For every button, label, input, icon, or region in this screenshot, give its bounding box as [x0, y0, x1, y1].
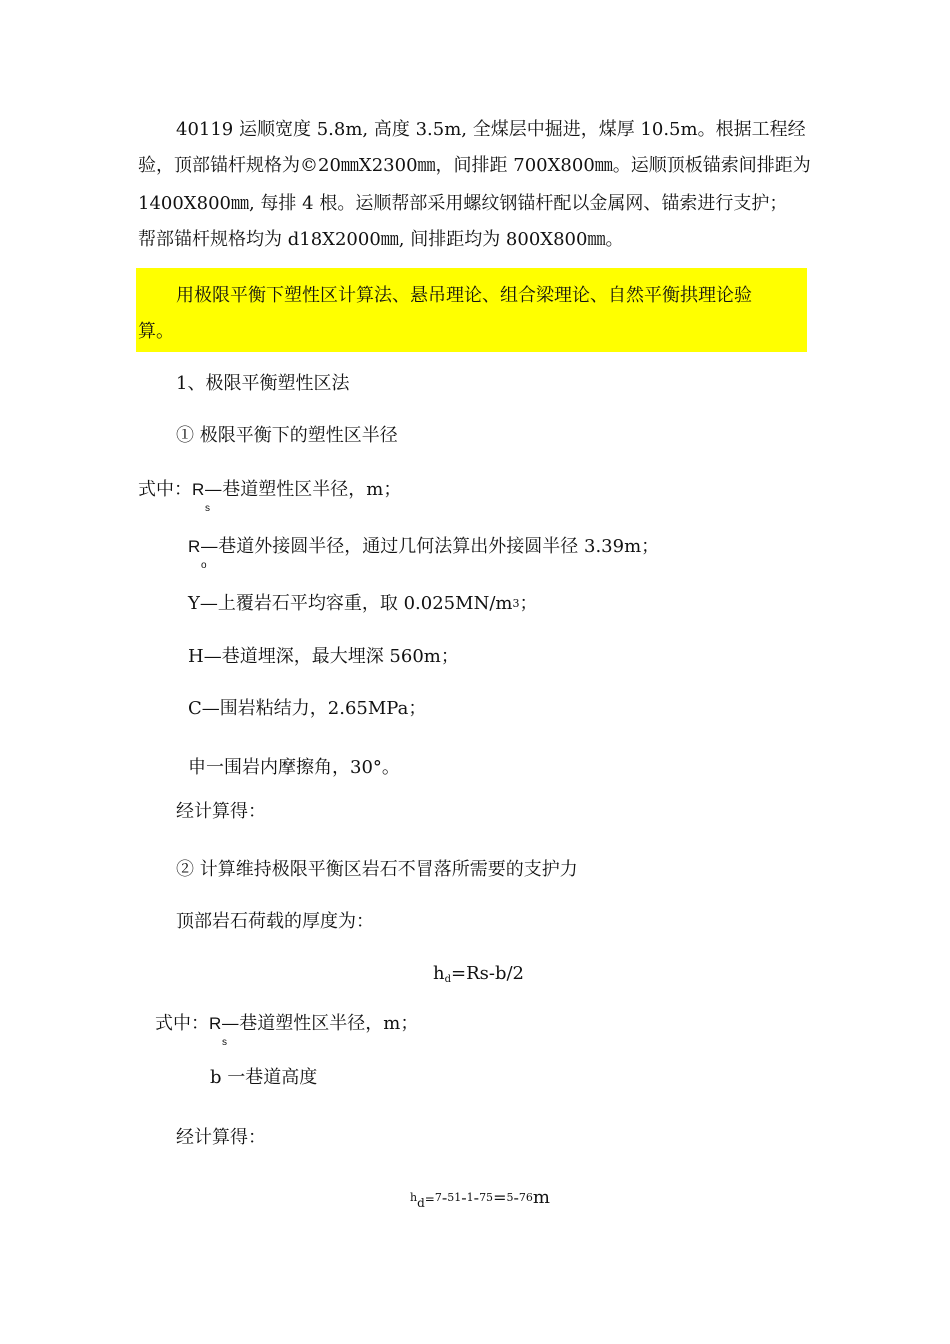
- rs-letter: R: [192, 480, 205, 499]
- rs-subscript: s: [205, 503, 210, 514]
- intro-line-1: 40119 运顺宽度 5.8m, 高度 3.5m, 全煤层中掘进，煤厚 10.5m。根据工程经: [176, 119, 806, 140]
- result-part: 5: [506, 1191, 514, 1204]
- rs2-description: —巷道塑性区半径，m；: [221, 1013, 419, 1034]
- result-part: -: [473, 1188, 480, 1207]
- result-part: -: [441, 1188, 448, 1207]
- roof-load-text: 顶部岩石荷载的厚度为：: [176, 911, 374, 932]
- result-part: -: [461, 1188, 467, 1207]
- ro-subscript: o: [201, 560, 207, 571]
- rs2-symbol: [209, 1014, 227, 1048]
- definition-h: H—巷道埋深，最大埋深 560m；: [188, 646, 459, 667]
- calc-result-label-1: 经计算得：: [176, 801, 266, 822]
- ro-description: —巷道外接圆半径，通过几何法算出外接圆半径 3.39m；: [200, 536, 660, 557]
- definition-phi: 申一围岩内摩擦角，30°。: [188, 757, 400, 778]
- formula-rest: =Rs-b/2: [451, 963, 524, 984]
- result-part: 7: [434, 1191, 442, 1204]
- definition-ro: [188, 535, 660, 571]
- result-part: =: [493, 1188, 507, 1207]
- gamma-end: ；: [519, 593, 538, 614]
- intro-line-4: 帮部锚杆规格均为 d18X2000㎜, 间排距均为 800X800㎜。: [138, 229, 624, 250]
- definition-rs: [138, 478, 402, 514]
- highlight-line-1: 用极限平衡下塑性区计算法、悬吊理论、组合梁理论、自然平衡拱理论验: [176, 285, 752, 306]
- result-unit: m: [532, 1187, 550, 1208]
- rs2-letter: R: [209, 1014, 222, 1033]
- formula-subscript: d: [444, 974, 451, 985]
- formula-hd: [433, 962, 524, 992]
- rs-symbol: [192, 480, 210, 514]
- result-part: 75: [479, 1191, 494, 1204]
- definition-gamma: [188, 592, 537, 616]
- formula-h: h: [433, 963, 445, 984]
- ro-letter: R: [188, 537, 201, 556]
- intro-line-3: 1400X800㎜, 每排 4 根。运顺帮部采用螺纹钢锚杆配以金属网、锚索进行支护；: [138, 193, 788, 214]
- definition-prefix: 式中：: [138, 479, 192, 500]
- ro-symbol: [188, 537, 207, 571]
- rs2-subscript: s: [222, 1037, 227, 1048]
- definition-c: C—围岩粘结力，2.65MPa；: [188, 698, 427, 719]
- result-h: h: [410, 1191, 418, 1204]
- definition-prefix-2: 式中：: [155, 1013, 209, 1034]
- highlight-line-2: 算。: [138, 321, 174, 342]
- calc-result-label-2: 经计算得：: [176, 1127, 266, 1148]
- intro-line-2: 验，顶部锚杆规格为©20㎜X2300㎜，间排距 700X800㎜。运顺顶板锚索间排距为: [138, 155, 811, 176]
- subsection-2-title: ② 计算维持极限平衡区岩石不冒落所需要的支护力: [176, 859, 578, 880]
- result-d: d: [417, 1196, 425, 1210]
- gamma-unit-exponent: 3: [512, 597, 520, 610]
- highlighted-paragraph: [136, 268, 807, 352]
- result-part: 51: [447, 1191, 462, 1204]
- definition-b: b 一巷道高度: [210, 1067, 318, 1088]
- gamma-description: Y—上覆岩石平均容重，取 0.025MN/m: [188, 593, 513, 614]
- section-heading: 1、极限平衡塑性区法: [176, 373, 350, 394]
- result-part: 76: [518, 1191, 533, 1204]
- subsection-1-title: ① 极限平衡下的塑性区半径: [176, 425, 398, 446]
- result-part: =: [424, 1192, 435, 1206]
- definition-rs-2: [155, 1012, 419, 1048]
- result-part: -: [513, 1188, 519, 1207]
- rs-description: —巷道塑性区半径，m；: [204, 479, 402, 500]
- result-formula: [410, 1186, 550, 1215]
- result-part: 1: [466, 1191, 474, 1204]
